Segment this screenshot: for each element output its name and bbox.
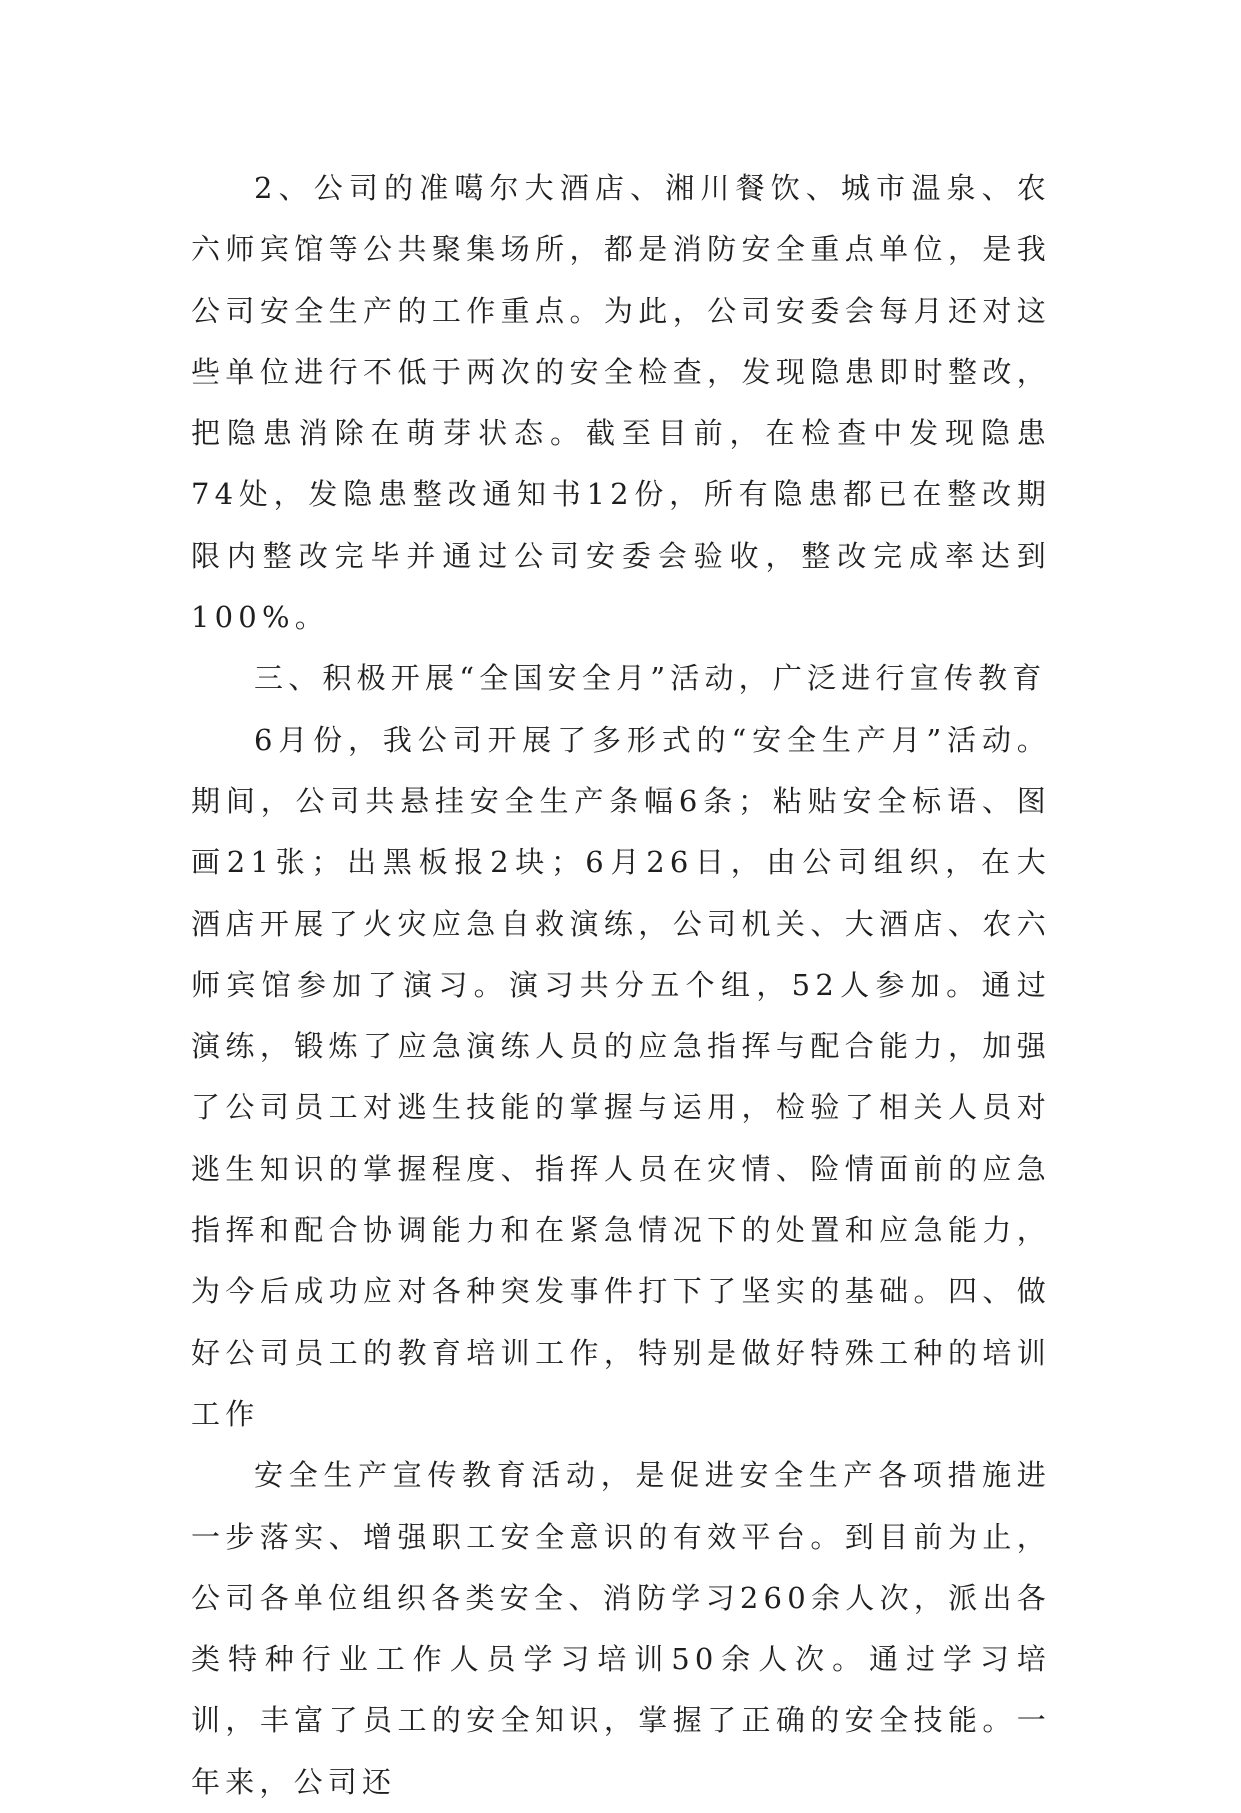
document-body [191,158,1051,1813]
paragraph-safety-month-activities: 6月份，我公司开展了多形式的“安全生产月”活动。期间，公司共悬挂安全生产条幅6条；粘贴安全标语、图画21张；出黑板报2块；6月26日，由公司组织，在大酒店开展了火灾应急自救演练，公司机关、大酒店、农六师宾馆参加了演习。演习共分五个组，52人参加。通过演练，锻炼了应急演练人员的应急指挥与配合能力，加强了公司员工对逃生技能的掌握与运用，检验了相关人员对逃生知识的掌握程度、指挥人员在灾情、险情面前的应急指挥和配合协调能力和在紧急情况下的处置和应急能力，为今后成功应对各种突发事件打下了坚实的基础。四、做好公司员工的教育培训工作，特别是做好特殊工种的培训工作 [191,722,1051,1431]
paragraph-safety-education: 安全生产宣传教育活动，是促进安全生产各项措施进一步落实、增强职工安全意识的有效平台。到目前为止，公司各单位组织各类安全、消防学习260余人次，派出各类特种行业工作人员学习培训50余人次。通过学习培训，丰富了员工的安全知识，掌握了正确的安全技能。一年来，公司还 [191,1458,1051,1799]
paragraph-hazard-inspection: 2、公司的准噶尔大酒店、湘川餐饮、城市温泉、农六师宾馆等公共聚集场所，都是消防安全重点单位，是我公司安全生产的工作重点。为此，公司安委会每月还对这些单位进行不低于两次的安全检查，发现隐患即时整改，把隐患消除在萌芽状态。截至目前，在检查中发现隐患74处，发隐患整改通知书12份，所有隐患都已在整改期限内整改完毕并通过公司安委会验收，整改完成率达到100%。 [191,171,1051,635]
section-heading-safety-month: 三、积极开展“全国安全月”活动，广泛进行宣传教育 [254,661,1047,696]
